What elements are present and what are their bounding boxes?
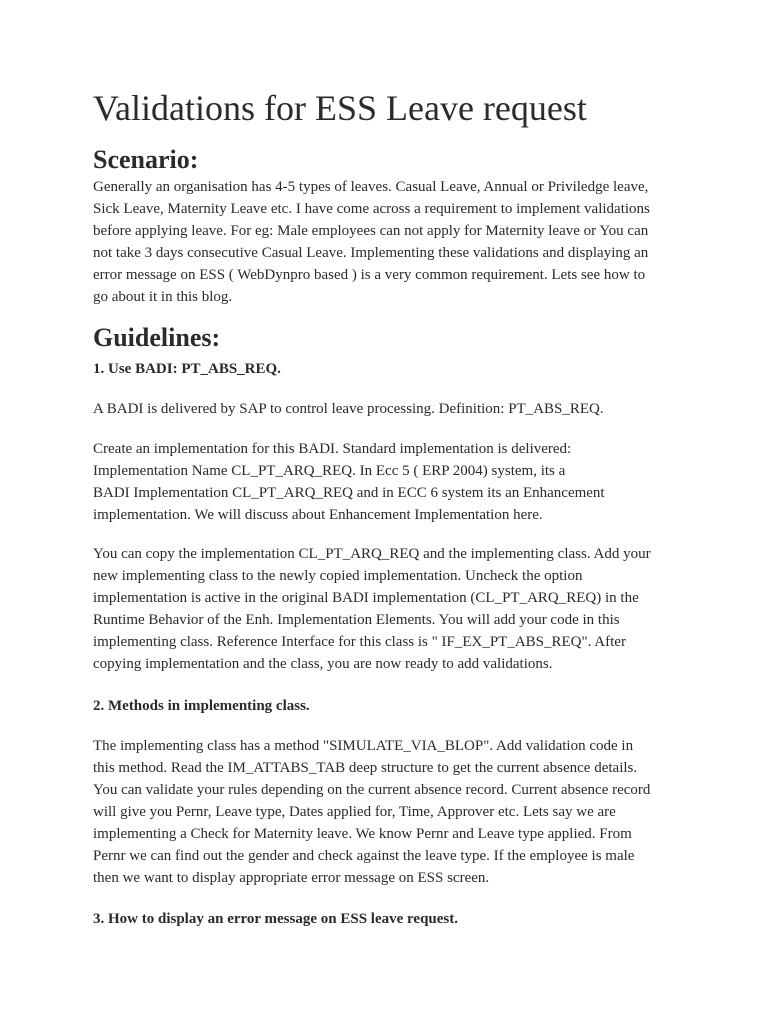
- step1-paragraph-1: [93, 398, 683, 420]
- text-line: You can copy the implementation CL_PT_ARQ_REQ and the implementing class. Add your: [93, 546, 651, 562]
- text-line: Implementation Name CL_PT_ARQ_REQ. In Ecc 5 ( ERP 2004) system, its a: [93, 463, 566, 479]
- text-line: this method. Read the IM_ATTABS_TAB deep structure to get the current absence details.: [93, 760, 638, 776]
- guidelines-heading: Guidelines:: [93, 323, 221, 352]
- text-line: BADI Implementation CL_PT_ARQ_REQ and in ECC 6 system its an Enhancement: [93, 485, 605, 501]
- text-line: copying implementation and the class, you are now ready to add validations.: [93, 656, 553, 672]
- text-line: implementation. We will discuss about Enhancement Implementation here.: [93, 507, 543, 523]
- text-line: before applying leave. For eg: Male employees can not apply for Maternity leave or You can: [93, 223, 649, 239]
- text-line: Sick Leave, Maternity Leave etc. I have come across a requirement to implement validations: [93, 201, 650, 217]
- text-line: go about it in this blog.: [93, 289, 233, 305]
- text-line: You can validate your rules depending on the current absence record. Current absence record: [93, 782, 651, 798]
- text-line: will give you Pernr, Leave type, Dates applied for, Time, Approver etc. Lets say we are: [93, 804, 616, 820]
- text-line: implementation is active in the original BADI implementation (CL_PT_ARQ_REQ) in the: [93, 590, 639, 606]
- text-line: error message on ESS ( WebDynpro based ) is a very common requirement. Lets see how to: [93, 267, 646, 283]
- text-line: A BADI is delivered by SAP to control leave processing. Definition: PT_ABS_REQ.: [93, 401, 604, 417]
- text-line: then we want to display appropriate error message on ESS screen.: [93, 870, 490, 886]
- text-line: The implementing class has a method "SIMULATE_VIA_BLOP". Add validation code in: [93, 738, 634, 754]
- text-line: implementing class. Reference Interface for this class is " IF_EX_PT_ABS_REQ". After: [93, 634, 626, 650]
- text-line: Generally an organisation has 4-5 types of leaves. Casual Leave, Annual or Priviledge leave,: [93, 179, 649, 195]
- text-line: implementing a Check for Maternity leave. We know Pernr and Leave type applied. From: [93, 826, 632, 842]
- text-line: Runtime Behavior of the Enh. Implementation Elements. You will add your code in this: [93, 612, 620, 628]
- step2-heading: 2. Methods in implementing class.: [93, 698, 310, 714]
- step1-paragraph-3: [93, 543, 683, 675]
- text-line: Pernr we can find out the gender and check against the leave type. If the employee is male: [93, 848, 635, 864]
- document-title: Validations for ESS Leave request: [93, 88, 587, 128]
- text-line: new implementing class to the newly copied implementation. Uncheck the option: [93, 568, 583, 584]
- scenario-paragraph: [93, 176, 683, 308]
- text-line: not take 3 days consecutive Casual Leave. Implementing these validations and displaying an: [93, 245, 649, 261]
- step1-paragraph-2: [93, 438, 683, 526]
- step1-heading: 1. Use BADI: PT_ABS_REQ.: [93, 361, 281, 377]
- step3-heading: 3. How to display an error message on ESS leave request.: [93, 911, 459, 927]
- text-line: Create an implementation for this BADI. Standard implementation is delivered:: [93, 441, 572, 457]
- step2-paragraph-1: [93, 735, 683, 889]
- scenario-heading: Scenario:: [93, 145, 199, 174]
